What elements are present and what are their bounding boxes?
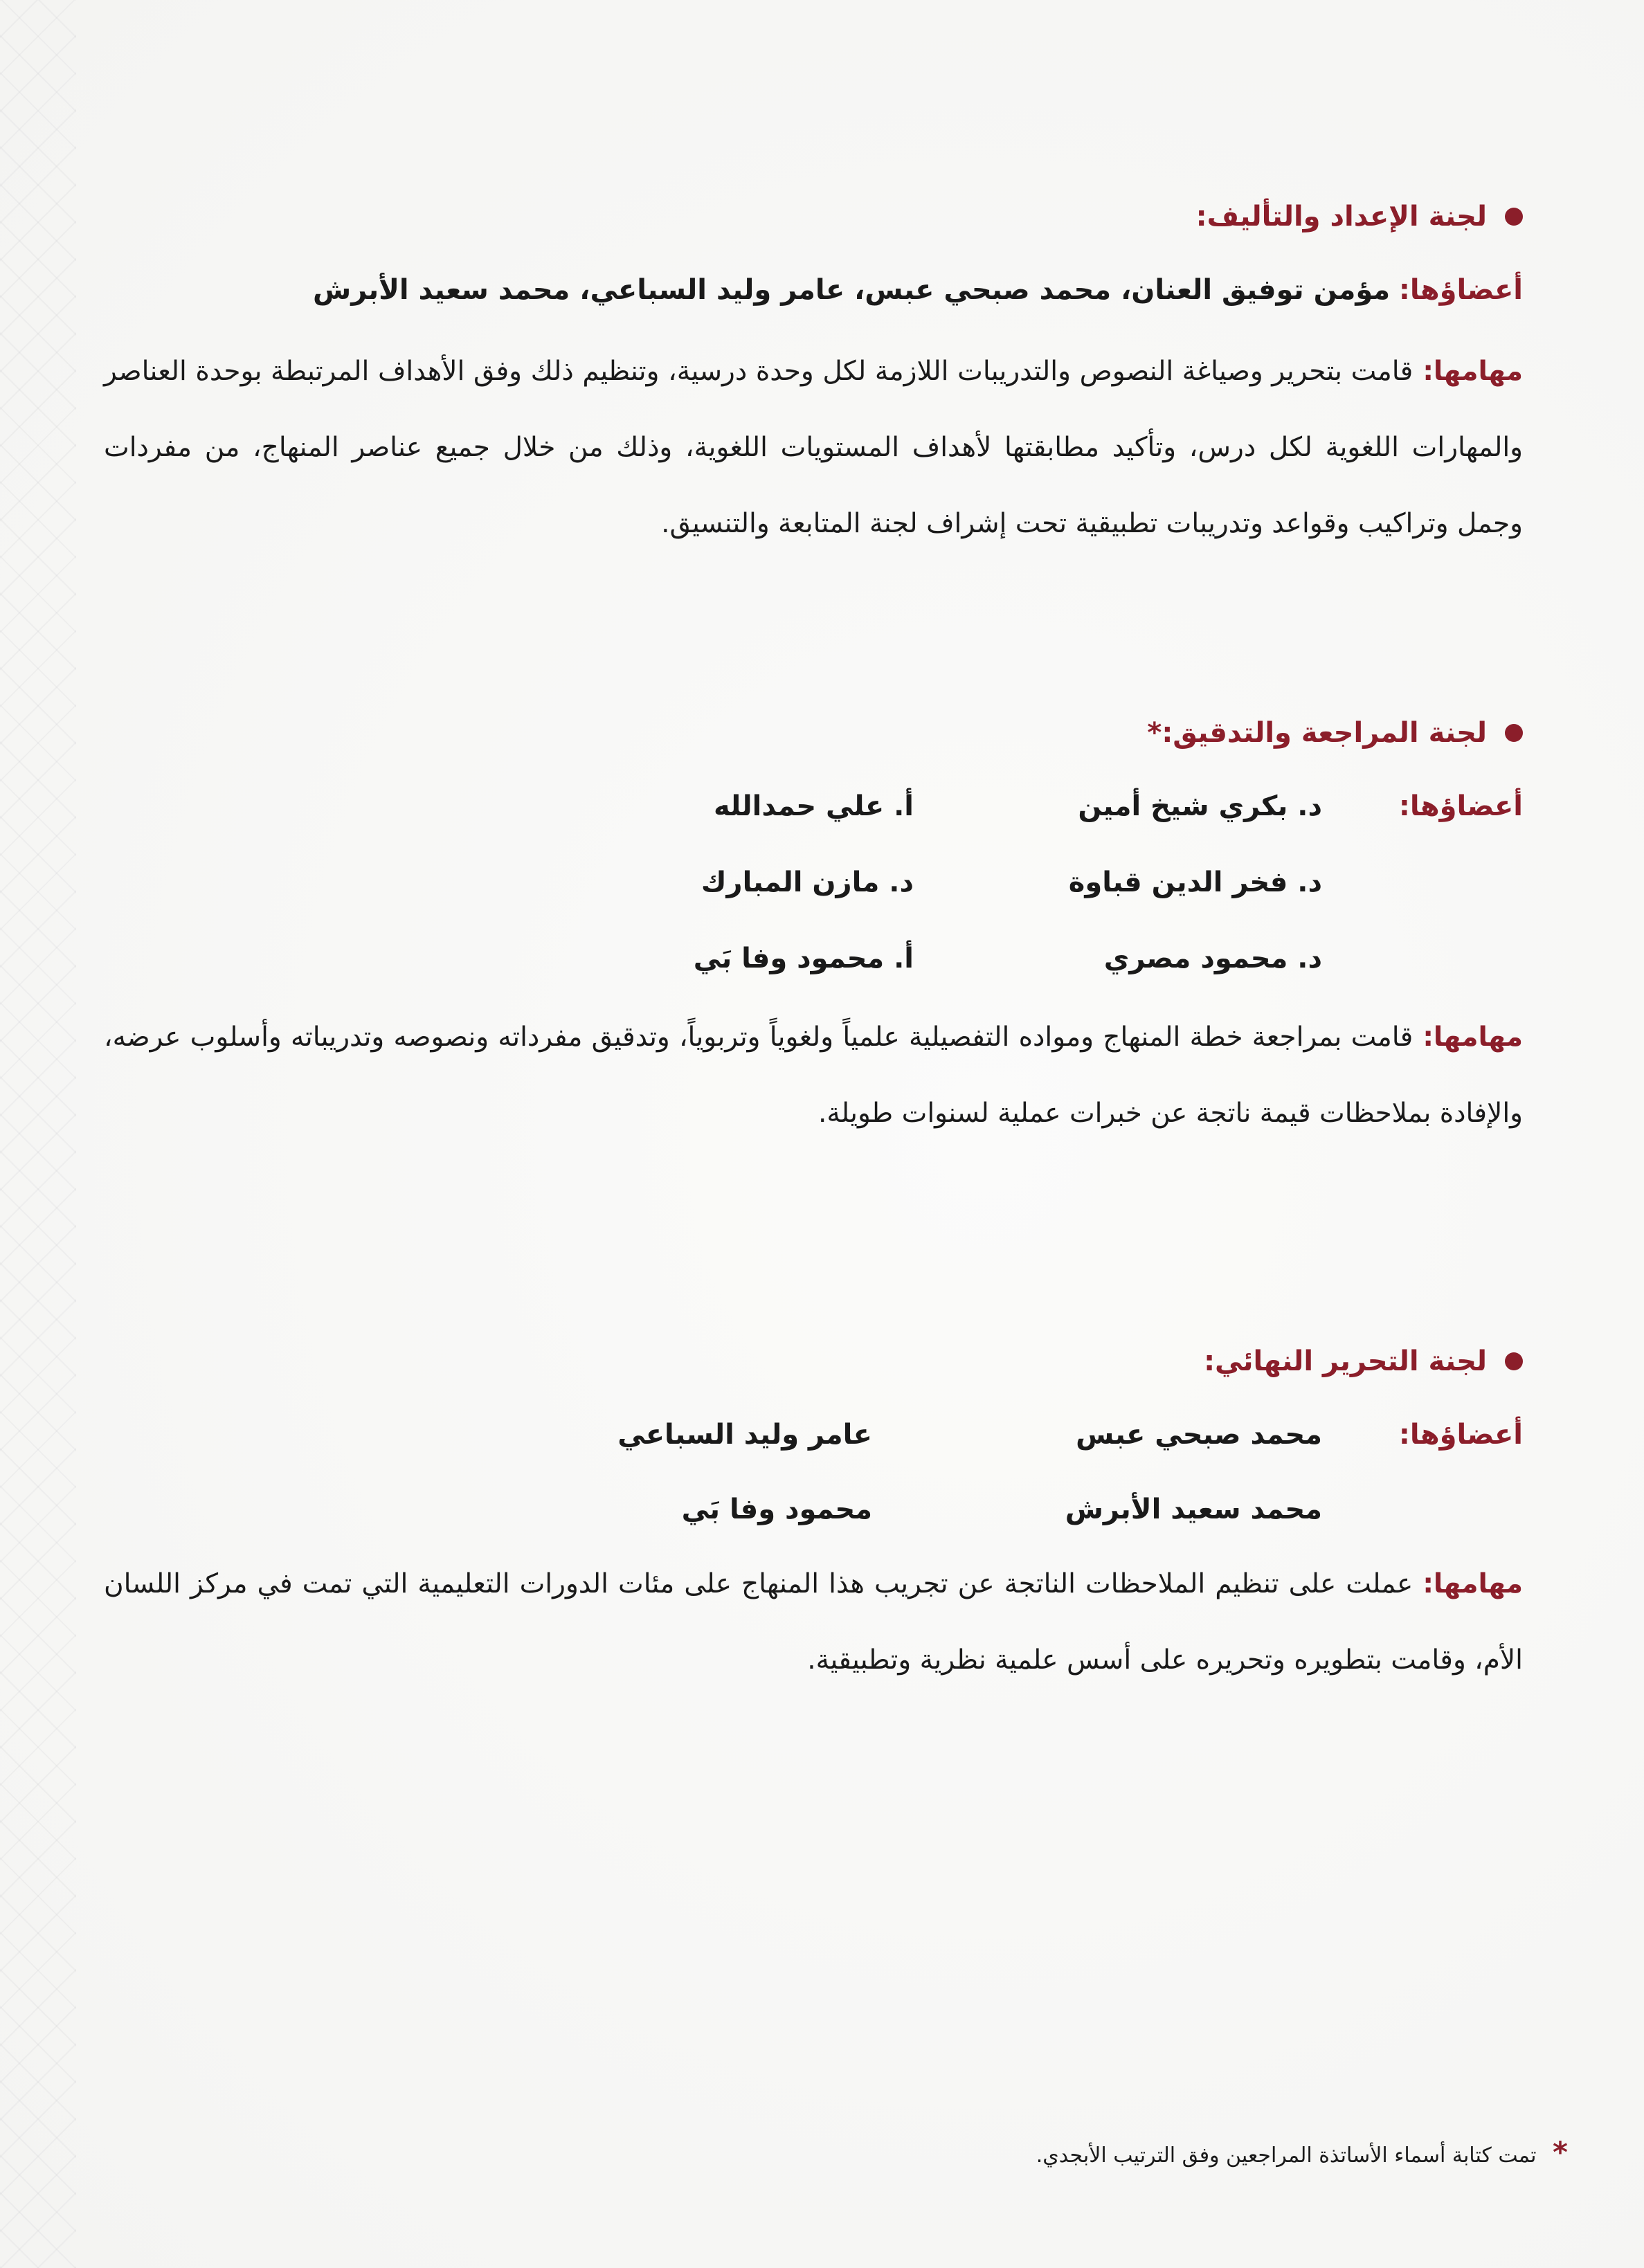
section1-members: أعضاؤها: مؤمن توفيق العنان، محمد صبحي عبس، عامر وليد السباعي، محمد سعيد الأبرش xyxy=(313,274,1523,306)
editor-name: عامر وليد السباعي xyxy=(617,1419,872,1451)
section1-tasks: مهامها:قامت بتحرير وصياغة النصوص والتدريبات اللازمة لكل وحدة درسية، وتنظيم ذلك وفق الأهداف المرتبطة بوحدة العناصر والمهارات اللغوية لكل درس، وتأكيد مطابقتها لأهداف المستويات اللغوية، وذلك من خلال جميع عناصر المنهاج، من مفردات وجمل وتراكيب وقواعد وتدريبات تطبيقية تحت إشراف لجنة المتابعة والتنسيق. xyxy=(104,356,1523,539)
reviewer-name: د. مازن المبارك xyxy=(701,867,914,898)
section1-heading: لجنة الإعداد والتأليف: xyxy=(1196,201,1523,233)
section3-members-label: أعضاؤها: xyxy=(1398,1419,1523,1451)
reviewer-name: د. محمود مصري xyxy=(1103,943,1322,974)
bullet-icon xyxy=(1505,1352,1523,1370)
reviewer-name: أ. علي حمدالله xyxy=(714,790,914,822)
asterisk-icon: * xyxy=(1553,2135,1568,2169)
editor-name: محمد سعيد الأبرش xyxy=(1065,1494,1322,1525)
reviewer-name: د. فخر الدين قباوة xyxy=(1068,867,1322,898)
section2-heading: لجنة المراجعة والتدقيق:* xyxy=(1147,717,1523,749)
bullet-icon xyxy=(1505,208,1523,226)
editor-name: محمود وفا بَي xyxy=(681,1494,872,1525)
footnote: * تمت كتابة أسماء الأساتذة المراجعين وفق الترتيب الأبجدي. xyxy=(1036,2135,1568,2169)
decorative-pattern xyxy=(0,0,76,2268)
section3-heading: لجنة التحرير النهائي: xyxy=(1204,1345,1523,1377)
section2-tasks: مهامها:قامت بمراجعة خطة المنهاج ومواده التفصيلية علمياً ولغوياً وتربوياً، وتدقيق مفرداته ونصوصه وتدريباته وأسلوب عرضه، والإفادة بملاحظات قيمة ناتجة عن خبرات عملية لسنوات طويلة. xyxy=(104,1022,1523,1129)
reviewer-name: د. بكري شيخ أمين xyxy=(1078,790,1322,822)
section3-tasks: مهامها:عملت على تنظيم الملاحظات الناتجة عن تجريب هذا المنهاج على مئات الدورات التعليمية التي تمت في مركز اللسان الأم، وقامت بتطويره وتحريره على أسس علمية نظرية وتطبيقية. xyxy=(104,1568,1523,1676)
reviewer-name: أ. محمود وفا بَي xyxy=(693,943,914,974)
section1-members-list: مؤمن توفيق العنان، محمد صبحي عبس، عامر وليد السباعي، محمد سعيد الأبرش xyxy=(313,274,1391,306)
section2-members-label: أعضاؤها: xyxy=(1398,790,1523,822)
bullet-icon xyxy=(1505,724,1523,742)
editor-name: محمد صبحي عبس xyxy=(1076,1419,1322,1451)
